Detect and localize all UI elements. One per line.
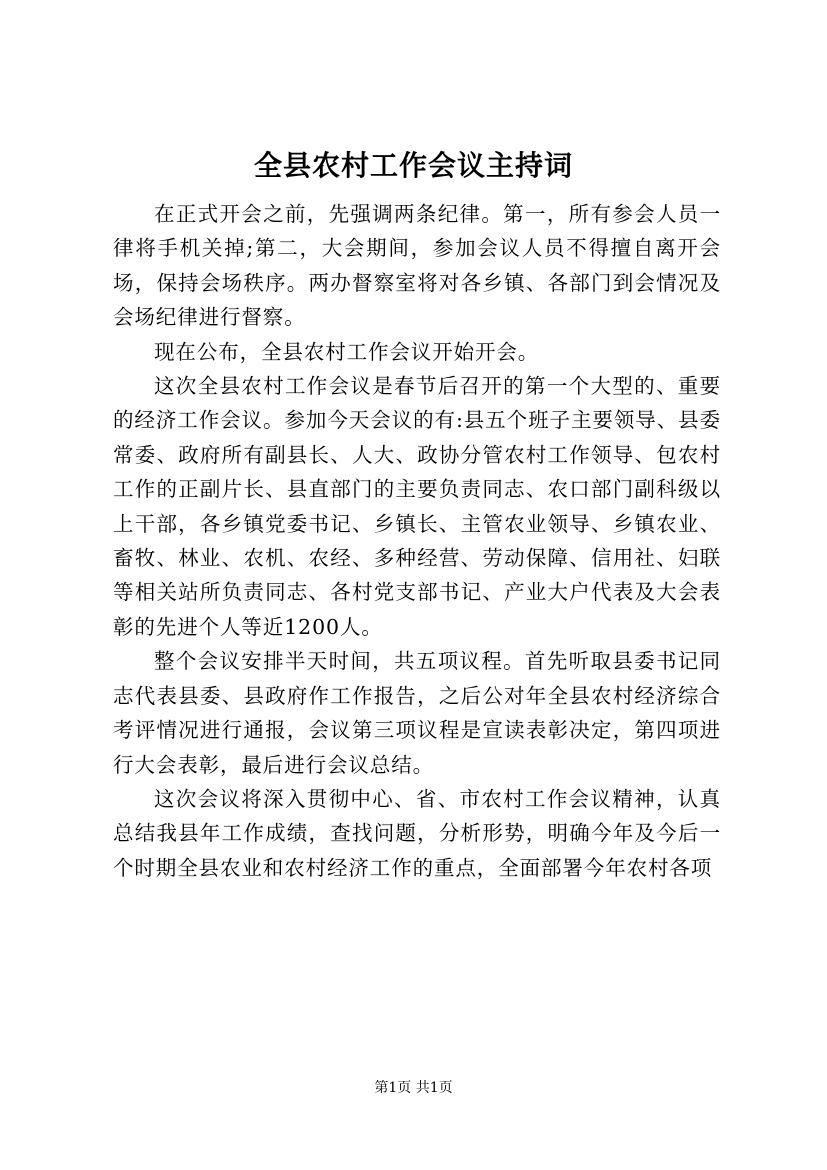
paragraph: 这次全县农村工作会议是春节后召开的第一个大型的、重要的经济工作会议。参加今天会议的有:县五个班子主要领导、县委常委、政府所有副县长、人大、政协分管农村工作领导、包农村工作的正副片长、县直部门的主要负责同志、农口部门副科级以上干部，各乡镇党委书记、乡镇长、主管农业领导、乡镇农业、畜牧、林业、农机、农经、多种经营、劳动保障、信用社、妇联等相关站所负责同志、各村党支部书记、产业大户代表及大会表彰的先进个人等近1200人。 <box>113 374 721 639</box>
document-title: 全县农村工作会议主持词 <box>253 149 573 182</box>
paragraph: 在正式开会之前，先强调两条纪律。第一，所有参会人员一律将手机关掉;第二，大会期间，参加会议人员不得擅自离开会场，保持会场秩序。两办督察室将对各乡镇、各部门到会情况及会场纪律进行督察。 <box>113 202 721 330</box>
paragraph: 整个会议安排半天时间，共五项议程。首先听取县委书记同志代表县委、县政府作工作报告，之后公对年全县农村经济综合考评情况进行通报，会议第三项议程是宣读表彰决定，第四项进行大会表彰，最后进行会议总结。 <box>113 649 721 777</box>
paragraph: 现在公布，全县农村工作会议开始开会。 <box>154 339 540 364</box>
page-footer: 第1页 共1页 <box>374 1080 453 1096</box>
document-body <box>113 197 721 885</box>
paragraph: 这次会议将深入贯彻中心、省、市农村工作会议精神，认真总结我县年工作成绩，查找问题，分析形势，明确今年及今后一个时期全县农业和农村经济工作的重点，全面部署今年农村各项 <box>113 786 721 880</box>
